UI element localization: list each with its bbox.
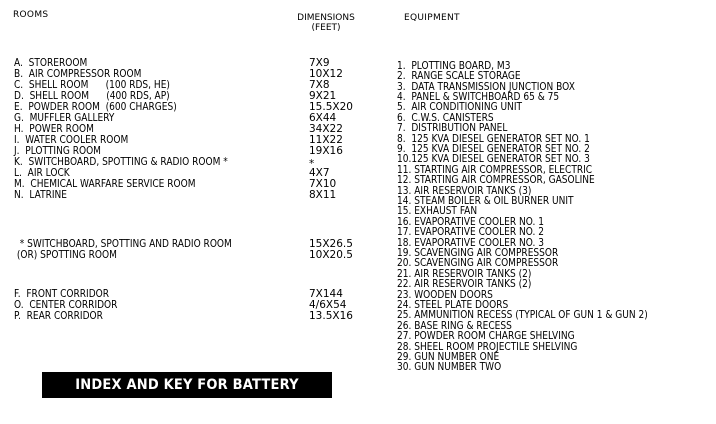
- room-dimension: 7X9: [309, 57, 330, 69]
- equipment-item: 11. STARTING AIR COMPRESSOR, ELECTRIC: [397, 164, 593, 176]
- corridor-dimension: 7X144: [309, 288, 343, 300]
- room-item: J. PLOTTING ROOM: [14, 145, 101, 157]
- footnote-dimension: 10X20.5: [309, 249, 353, 261]
- corridor-dimension: 13.5X16: [309, 310, 353, 322]
- equipment-item: 8. 125 KVA DIESEL GENERATOR SET NO. 1: [397, 133, 590, 145]
- equipment-item: 24. STEEL PLATE DOORS: [397, 299, 509, 311]
- room-item: K. SWITCHBOARD, SPOTTING & RADIO ROOM *: [14, 156, 228, 168]
- room-dimension: 10X12: [309, 68, 343, 80]
- equipment-item: 30. GUN NUMBER TWO: [397, 361, 502, 373]
- equipment-item: 7. DISTRIBUTION PANEL: [397, 122, 508, 134]
- room-item: I. WATER COOLER ROOM: [14, 134, 129, 146]
- rooms-header: ROOMS: [13, 10, 49, 20]
- room-item: H. POWER ROOM: [14, 123, 94, 135]
- equipment-item: 1. PLOTTING BOARD, M3: [397, 60, 511, 72]
- equipment-item: 26. BASE RING & RECESS: [397, 320, 512, 332]
- room-item: C. SHELL ROOM (100 RDS, HE): [14, 79, 170, 91]
- room-dimension: 4X7: [309, 167, 330, 179]
- equipment-item: 17. EVAPORATIVE COOLER NO. 2: [397, 226, 544, 238]
- equipment-item: 16. EVAPORATIVE COOLER NO. 1: [397, 216, 544, 228]
- equipment-item: 22. AIR RESERVOIR TANKS (2): [397, 278, 532, 290]
- index-key-banner: [42, 372, 332, 419]
- equipment-item: 13. AIR RESERVOIR TANKS (3): [397, 185, 532, 197]
- equipment-item: 6. C.W.S. CANISTERS: [397, 112, 494, 124]
- room-dimension: 19X16: [309, 145, 343, 157]
- room-dimension: 11X22: [309, 134, 343, 146]
- equipment-item: 27. POWDER ROOM CHARGE SHELVING: [397, 330, 575, 342]
- room-dimension: 7X8: [309, 79, 330, 91]
- room-item: N. LATRINE: [14, 189, 67, 201]
- dimensions-header-label: DIMENSIONS: [297, 13, 355, 23]
- room-dimension: 9X21: [309, 90, 337, 102]
- room-dimension: 34X22: [309, 123, 343, 135]
- room-item: B. AIR COMPRESSOR ROOM: [14, 68, 142, 80]
- corridor-item: F. FRONT CORRIDOR: [14, 288, 110, 300]
- equipment-item: 5. AIR CONDITIONING UNIT: [397, 101, 523, 113]
- room-dimension: 8X11: [309, 189, 337, 201]
- room-dimension: 15.5X20: [309, 101, 353, 113]
- equipment-item: 15. EXHAUST FAN: [397, 205, 478, 217]
- equipment-item: 23. WOODEN DOORS: [397, 289, 493, 301]
- equipment-item: 2. RANGE SCALE STORAGE: [397, 70, 521, 82]
- dimensions-header-unit: (FEET): [311, 23, 341, 33]
- equipment-item: 19. SCAVENGING AIR COMPRESSOR: [397, 247, 559, 259]
- equipment-item: 3. DATA TRANSMISSION JUNCTION BOX: [397, 81, 575, 93]
- room-item: G. MUFFLER GALLERY: [14, 112, 115, 124]
- dimensions-header: [286, 13, 366, 33]
- equipment-item: 28. SHEEL ROOM PROJECTILE SHELVING: [397, 341, 578, 353]
- equipment-item: 29. GUN NUMBER ONE: [397, 351, 500, 363]
- equipment-item: 14. STEAM BOILER & OIL BURNER UNIT: [397, 195, 574, 207]
- index-key-banner-text: INDEX AND KEY FOR BATTERY LAYOUT: [75, 377, 299, 419]
- corridor-dimension: 4/6X54: [309, 299, 347, 311]
- room-item: A. STOREROOM: [14, 57, 88, 69]
- corridor-item: O. CENTER CORRIDOR: [14, 299, 118, 311]
- room-item: D. SHELL ROOM (400 RDS, AP): [14, 90, 170, 102]
- room-dimension: *: [309, 158, 315, 170]
- room-item: L. AIR LOCK: [14, 167, 70, 179]
- room-dimension: 7X10: [309, 178, 337, 190]
- room-item: E. POWDER ROOM (600 CHARGES): [14, 101, 177, 113]
- equipment-item: 18. EVAPORATIVE COOLER NO. 3: [397, 237, 544, 249]
- equipment-item: 20. SCAVENGING AIR COMPRESSOR: [397, 257, 559, 269]
- equipment-item: 9. 125 KVA DIESEL GENERATOR SET NO. 2: [397, 143, 590, 155]
- footnote-label: (OR) SPOTTING ROOM: [14, 249, 117, 261]
- equipment-item: 10.125 KVA DIESEL GENERATOR SET NO. 3: [397, 153, 590, 165]
- room-dimension: 6X44: [309, 112, 337, 124]
- equipment-item: 25. AMMUNITION RECESS (TYPICAL OF GUN 1 & GUN 2): [397, 309, 648, 321]
- corridor-item: P. REAR CORRIDOR: [14, 310, 103, 322]
- footnote-label: * SWITCHBOARD, SPOTTING AND RADIO ROOM: [14, 238, 232, 250]
- room-item: M. CHEMICAL WARFARE SERVICE ROOM: [14, 178, 196, 190]
- equipment-item: 4. PANEL & SWITCHBOARD 65 & 75: [397, 91, 560, 103]
- footnote-dimension: 15X26.5: [309, 238, 353, 250]
- equipment-item: 12. STARTING AIR COMPRESSOR, GASOLINE: [397, 174, 595, 186]
- equipment-item: 21. AIR RESERVOIR TANKS (2): [397, 268, 532, 280]
- equipment-header: EQUIPMENT: [404, 13, 460, 23]
